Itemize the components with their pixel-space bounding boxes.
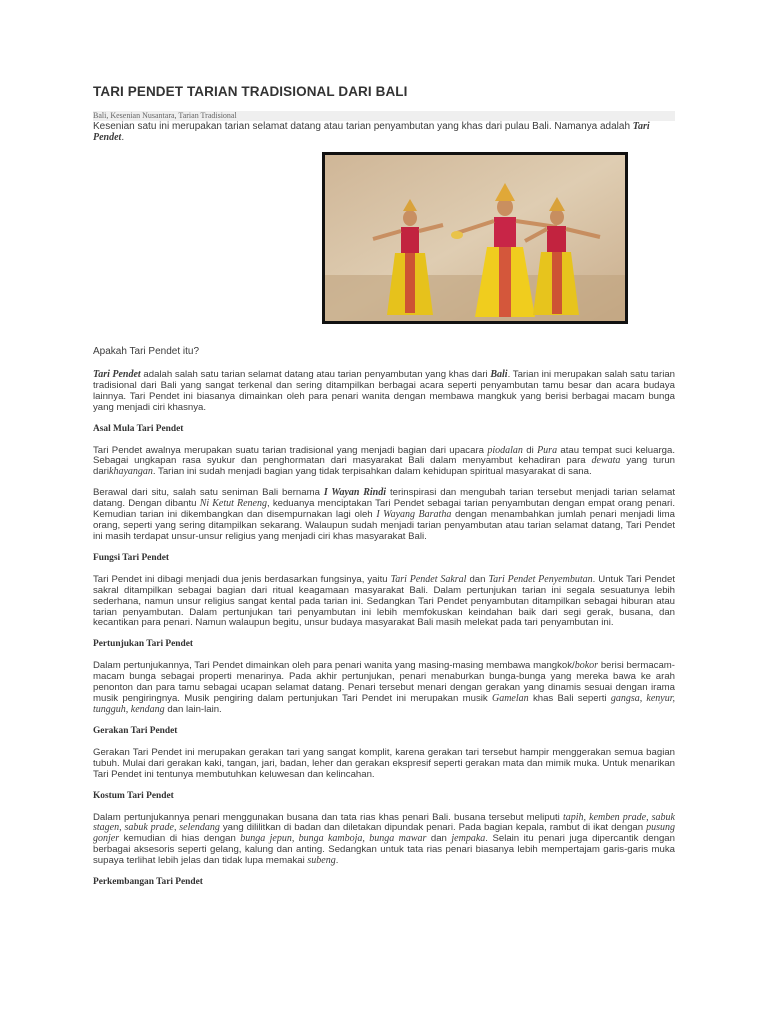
text: dengan menambahkan jumlah penari menjadi lima orang, seperti yang sering ditampilkan sekarang. Walaupun sudah menjadi tarian penyambutan atau tarian selamat datang, Tari Pendet ini masih terdapat unsur-unsur religius yang menjadi ciri khas masyarakat Bali.: [93, 509, 676, 542]
text: . Tarian ini sudah menjadi bagian yang tidak terpisahkan dalam kehidupan spiritual masyarakat di sana.: [152, 466, 592, 478]
page-title: TARI PENDET TARIAN TRADISIONAL DARI BALI: [93, 84, 408, 99]
text: adalah salah satu tarian selamat datang atau tarian penyambutan yang khas dari: [140, 368, 491, 380]
text: yang turun dari: [93, 455, 675, 478]
heading-kostum: Kostum Tari Pendet: [93, 790, 174, 801]
text: dan: [466, 573, 489, 585]
emphasis: I Wayan Rindi: [323, 487, 387, 499]
paragraph-fungsi: [93, 575, 675, 630]
intro-text: Kesenian satu ini merupakan tarian selamat datang atau tarian penyambutan yang khas dari pulau Bali. Namanya adalah: [93, 121, 633, 132]
heading-asal-mula: Asal Mula Tari Pendet: [93, 423, 184, 434]
emphasis: bunga jepun, bunga kamboja, bunga mawar: [240, 833, 427, 845]
text: dan: [426, 833, 452, 845]
emphasis: Pura: [537, 444, 558, 456]
heading-perkembangan: Perkembangan Tari Pendet: [93, 877, 203, 888]
dancers-photo: [322, 152, 628, 324]
emphasis: Bali: [490, 368, 508, 380]
text: Tari Pendet awalnya merupakan suatu tarian tradisional yang menjadi bagian dari upacara: [93, 444, 488, 456]
text: .: [335, 855, 339, 867]
emphasis: Ni Ketut Reneng: [199, 498, 267, 510]
paragraph-kostum: [93, 813, 675, 868]
text: , keduanya menciptakan Tari Pendet sebagai tarian penyambutan dengan empat orang penari. Kemudian tarian ini dikembangkan dan disempurnakan lagi oleh: [93, 498, 675, 521]
text: . Tarian ini merupakan salah satu tarian tradisional dari Bali yang sangat terkenal dan sering ditampilkan berbagai acara seperti penyambutan tamu besar dan acara budaya lainnya. Tari Pendet ini biasanya dimainkan oleh para penari wanita dengan membawa mangkuk yang berisi berbagai macam bunga yang menjadi ciri khasnya.: [93, 368, 676, 413]
text: khas Bali seperti: [528, 693, 611, 705]
text: dan lain-lain.: [164, 703, 222, 715]
article: [93, 84, 675, 887]
intro-text: .: [121, 132, 125, 143]
paragraph-asal-1: [93, 446, 675, 479]
heading-fungsi: Fungsi Tari Pendet: [93, 552, 170, 563]
text: di: [522, 444, 538, 456]
paragraph-gerakan: [93, 748, 675, 781]
emphasis: subeng: [307, 855, 336, 867]
heading-gerakan: Gerakan Tari Pendet: [93, 725, 178, 736]
emphasis: bokor: [574, 660, 599, 672]
text: berisi bermacam-macam bunga sebagai properti menarinya. Pada akhir pertunjukan, penari menaburkan bunga-bunga yang mereka bawa ke arah penonton dan para tamu sebagai ucapan selamat datang. Penari tersebut menari dengan gerakan yang dinamis sesuai dengan irama musik pengiringnya. Musik pengiring dalam pertunjukan Tari Pendet ini merupakan musik: [93, 660, 675, 705]
paragraph-pertunjukan: [93, 661, 675, 716]
heading-pertunjukan: Pertunjukan Tari Pendet: [93, 639, 194, 650]
text: Dalam pertunjukannya penari menggunakan busana dan tata rias khas penari Bali. busana tersebut meliputi: [93, 811, 563, 823]
dancers-illustration: [325, 155, 625, 321]
tag-list[interactable]: Bali, Kesenian Nusantara, Tarian Tradisional: [93, 111, 675, 121]
emphasis: dewata: [591, 455, 621, 467]
text: terinspirasi dan mengubah tarian tersebut menjadi tarian selamat datang. Dengan dibantu: [93, 487, 675, 510]
text: Tari Pendet ini dibagi menjadi dua jenis berdasarkan fungsinya, yaitu: [93, 573, 391, 585]
paragraph-asal-2: [93, 488, 675, 543]
text: Dalam pertunjukannya, Tari Pendet dimainkan oleh para penari wanita yang masing-masing membawa mangkok/: [93, 660, 575, 672]
text: kemudian di hias dengan: [119, 833, 241, 845]
emphasis: Gamelan: [491, 693, 529, 705]
emphasis: gangsa, kenyur, tungguh, kendang: [93, 693, 675, 715]
emphasis: pusung gonjer: [93, 822, 675, 845]
emphasis: Tari Pendet Sakral: [390, 573, 467, 585]
text: yang dililitkan di badan dan diletakan dipundak penari. Pada bagian kepala, rambut di ikat dengan: [219, 822, 647, 834]
emphasis: khayangan: [109, 466, 153, 478]
text: atau tempat suci keluarga. Sebagai ungkapan rasa syukur dan penghormatan dari masyarakat Bali dalam menyambut kehadiran para: [93, 444, 675, 467]
text: Gerakan Tari Pendet ini merupakan gerakan tari yang sangat komplit, karena gerakan tari tersebut hampir menggerakan semua bagian tubuh. Mulai dari gerakan kaki, tangan, jari, badan, leher dan gerakan ekspresif seperti gerakan mata dan mimik muka. Untuk menarikan Tari Pendet ini tentunya membutuhkan keluwesan dan kelincahan.: [93, 746, 675, 780]
text: Berawal dari situ, salah satu seniman Bali bernama: [93, 487, 324, 499]
intro-paragraph: [93, 121, 675, 143]
paragraph-definition: [93, 370, 675, 414]
emphasis: I Wayang Baratha: [376, 509, 452, 521]
emphasis: jempaka: [451, 833, 486, 845]
intro-emphasis: Tari Pendet: [93, 121, 650, 143]
emphasis: piodalan: [487, 444, 523, 456]
text: . Selain itu penari juga dipercantik dengan berbagai aksesoris seperti gelang, kalung dan anting. Sedangkan untuk tata rias penari biasanya lebih mempertajam garis-garis muka supaya terlihat lebih jelas dan tidak lupa memakai: [93, 833, 675, 867]
text: . Untuk Tari Pendet sakral ditampilkan sebagai bagian dari ritual keagamaan masyarakat Bali. Dalam pertunjukan tarian ini segala sesuatunya lebih sederhana, namun unsur religius sangat kental pada tarian ini. Sedangkan Tari Pendet penyambutan ditampilkan sebagai hiburan atau tarian penyambutan. Dalam pertunjukan tari penyambutan ini lebih memfokuskan keindahan baik dari segi gerak, busana, dan kecantikan para penari. Namun walaupun begitu, unsur budaya masyarakat Bali masih melekat pada tari penyambutan ini.: [93, 573, 675, 629]
emphasis: Tari Pendet: [93, 368, 141, 380]
question-title: Apakah Tari Pendet itu?: [93, 346, 200, 357]
emphasis: Tari Pendet Penyembutan: [488, 573, 593, 585]
emphasis: tapih, kemben prade, sabuk stagen, sabuk prade, selendang: [93, 811, 675, 834]
